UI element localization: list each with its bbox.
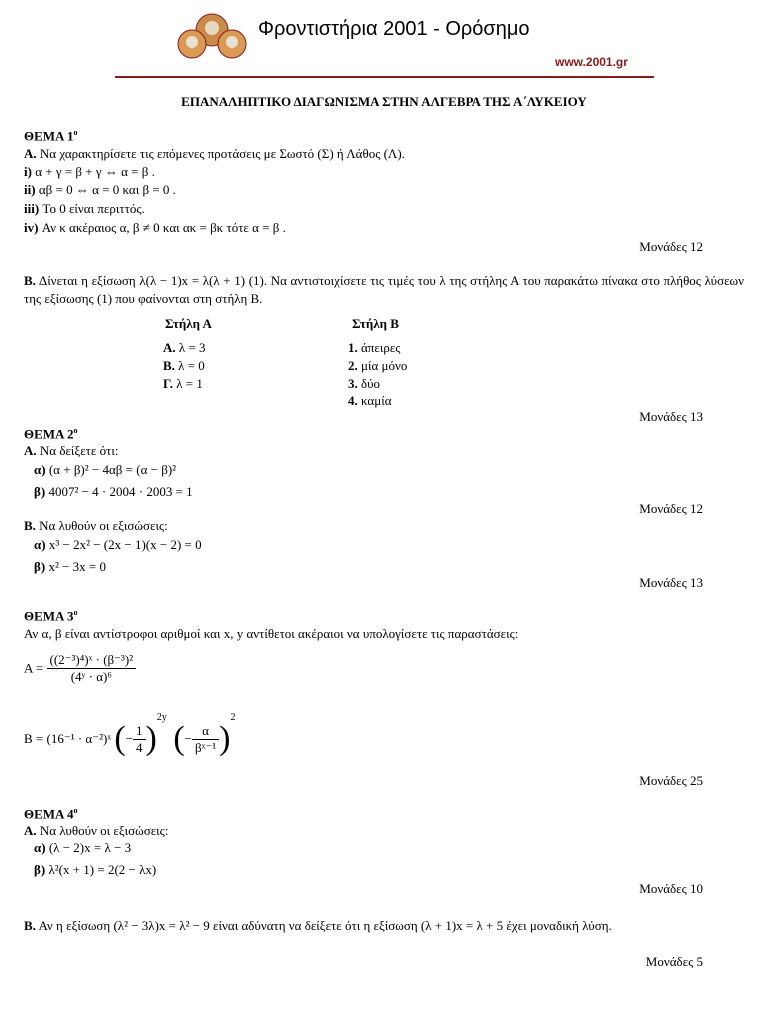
marks-3: Μονάδες 25 bbox=[639, 773, 703, 788]
identity-a: α) (α + β)² − 4αβ = (α − β)² bbox=[34, 462, 177, 477]
theme-4-heading: ΘΕΜΑ $4^o$ bbox=[24, 806, 78, 822]
equation-4b: β) λ²(x + 1) = 2(2 − λx) bbox=[34, 862, 157, 877]
theme-2-part-b: Β. Να λυθούν οι εξισώσεις: bbox=[24, 518, 168, 533]
theme-3-heading: ΘΕΜΑ $3^o$ bbox=[24, 608, 78, 624]
column-a-item: Β. λ = 0 bbox=[163, 358, 205, 373]
theme-4-part-b: Β. Αν η εξίσωση (λ² − 3λ)x = λ² − 9 είναι αδύνατη να δείξετε ότι η εξίσωση (λ + 1)x = λ + 5 έχει μοναδική λύση. bbox=[24, 918, 612, 933]
header-divider bbox=[115, 76, 654, 78]
column-a-item: Γ. λ = 1 bbox=[163, 376, 203, 391]
website-url[interactable]: www.2001.gr bbox=[555, 55, 628, 69]
marks-1a: Μονάδες 12 bbox=[639, 239, 703, 254]
statement-iii: iii) Το 0 είναι περιττός. bbox=[24, 201, 145, 216]
theme-2-heading: ΘΕΜΑ $2^o$ bbox=[24, 426, 78, 442]
column-b-item: 4. καμία bbox=[348, 393, 392, 408]
marks-2b: Μονάδες 13 bbox=[639, 575, 703, 590]
marks-4b: Μονάδες 5 bbox=[645, 954, 703, 969]
expression-b: Β = (16⁻¹ · α⁻²)ˣ (− $\frac{1}{4}$ )$^{2y}$ (− $\frac{\alpha}{\text{βˣ⁻¹}}$ )$^2$ bbox=[24, 712, 236, 758]
equation-4a: α) (λ − 2)x = λ − 3 bbox=[34, 840, 132, 855]
theme-2-part-a: Α. Να δείξετε ότι: bbox=[24, 443, 119, 458]
theme-4-part-a: Α. Να λυθούν οι εξισώσεις: bbox=[24, 823, 169, 838]
column-b-item: 2. μία μόνο bbox=[348, 358, 408, 373]
theme-1-heading: ΘΕΜΑ $1^o$ bbox=[24, 128, 78, 144]
three-busts-logo-icon bbox=[176, 10, 248, 60]
document-title: ΕΠΑΝΑΛΗΠΤΙΚΟ ΔΙΑΓΩΝΙΣΜΑ ΣΤΗΝ ΑΛΓΕΒΡΑ ΤΗΣ Α΄ΛΥΚΕΙΟΥ bbox=[181, 94, 587, 109]
statement-i: i) α + γ = β + γ ⇔ α = β . bbox=[24, 164, 155, 179]
column-a-item: Α. λ = 3 bbox=[163, 340, 206, 355]
equation-a: α) x³ − 2x² − (2x − 1)(x − 2) = 0 bbox=[34, 537, 202, 552]
marks-1b: Μονάδες 13 bbox=[639, 409, 703, 424]
column-b-item: 1. άπειρες bbox=[348, 340, 401, 355]
theme-1-part-b: Β. Δίνεται η εξίσωση λ(λ − 1)x = λ(λ + 1) (1). Να αντιστοιχίσετε τις τιμές του λ της στήλης Α του παρακάτω πίνακα στο πλήθος λύσεων της εξίσωσης (1) που φαίνονται στη στήλη Β. bbox=[24, 273, 744, 306]
column-a-header: Στήλη Α bbox=[165, 316, 212, 331]
identity-b: β) 4007² − 4 · 2004 · 2003 = 1 bbox=[34, 484, 193, 499]
theme-3-text: Αν α, β είναι αντίστροφοι αριθμοί και x, y αντίθετοι ακέραιοι να υπολογίσετε τις παραστάσεις: bbox=[24, 626, 519, 641]
expression-a: Α = $\frac{\text{((2⁻³)⁴)ˣ · (β⁻³)²}}{\text{(4ʸ · α)⁶}}$ bbox=[24, 652, 136, 685]
statement-iv: iv) Αν κ ακέραιος α, β ≠ 0 και ακ = βκ τότε α = β . bbox=[24, 220, 286, 235]
brand-name: Φροντιστήρια 2001 - Ορόσημο bbox=[258, 18, 530, 40]
column-b-header: Στήλη Β bbox=[352, 316, 399, 331]
marks-2a: Μονάδες 12 bbox=[639, 501, 703, 516]
statement-ii: ii) αβ = 0 ⇔ α = 0 και β = 0 . bbox=[24, 182, 176, 197]
marks-4a: Μονάδες 10 bbox=[639, 881, 703, 896]
equation-b: β) x² − 3x = 0 bbox=[34, 559, 106, 574]
column-b-item: 3. δύο bbox=[348, 376, 381, 391]
theme-1-part-a: Α. Να χαρακτηρίσετε τις επόμενες προτάσεις με Σωστό (Σ) ή Λάθος (Λ). bbox=[24, 146, 405, 161]
